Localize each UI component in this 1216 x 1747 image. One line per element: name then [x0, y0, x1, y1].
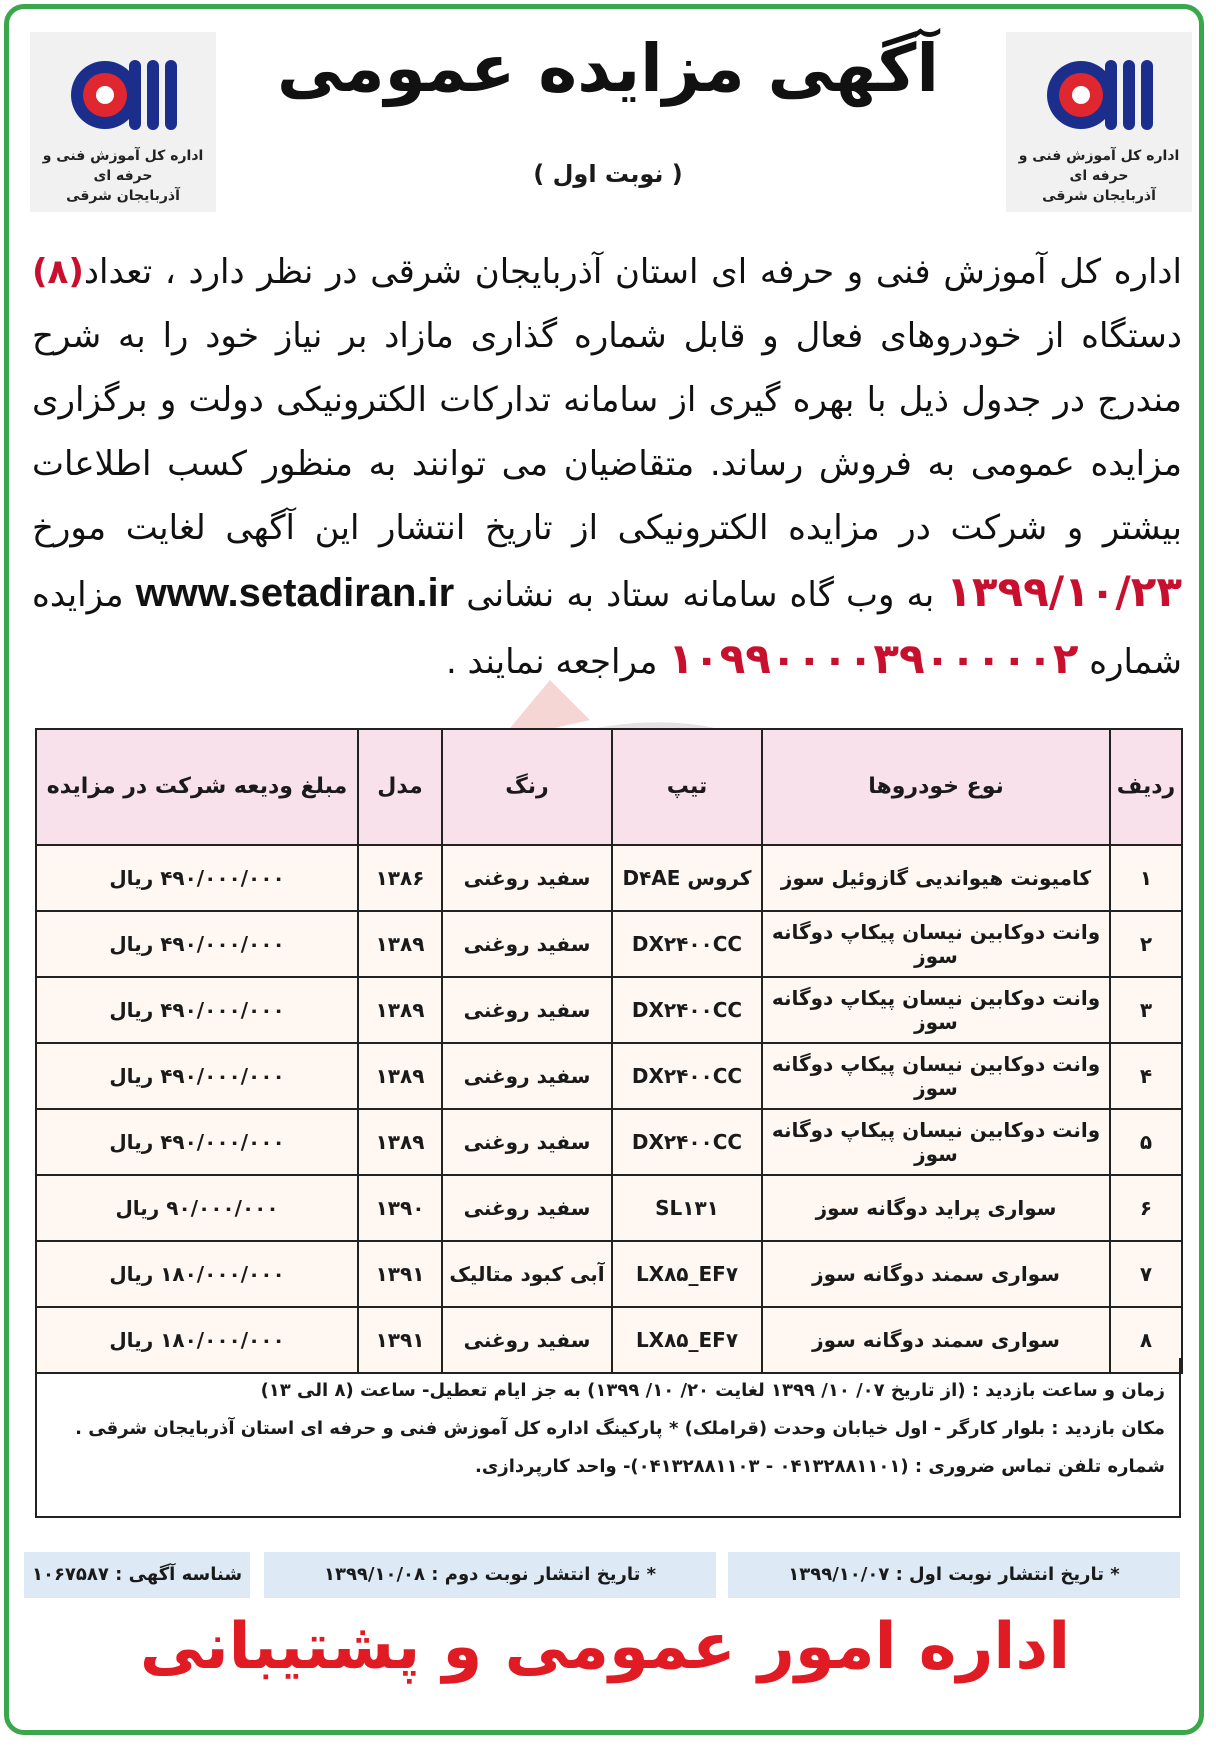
cell-deposit: ۴۹۰/۰۰۰/۰۰۰ ریال	[36, 845, 358, 911]
body-text-4: مزایده شماره	[32, 575, 1182, 682]
contact-phone: شماره تلفن تماس ضروری : (۰۴۱۳۲۸۸۱۱۰۱ - ۰۴۱۳۲۸۸۱۱۰۳)- واحد کارپردازی.	[475, 1456, 1165, 1477]
body-text-2: دستگاه از خودروهای فعال و قابل شماره گذاری مازاد بر نیاز خود را به شرح مندرج در جدول ذیل با بهره گیری از سامانه تدارکات الکترونیکی دولت و برگزاری مزایده عمومی به فروش رساند. متقاضیان می توانند به منظور کسب اطلاعات بیشتر و شرکت در مزایده الکترونیکی از تاریخ انتشار این آگهی لغایت مورخ	[32, 316, 1182, 548]
column-header-model: مدل	[358, 729, 442, 845]
second-publish-date: * تاریخ انتشار نوبت دوم : ۱۳۹۹/۱۰/۰۸	[264, 1552, 716, 1598]
tvto-logo-icon	[63, 50, 183, 140]
logo-caption-line1: اداره کل آموزش فنی و حرفه ای	[42, 148, 204, 184]
visit-place: مکان بازدید : بلوار کارگر - اول خیابان وحدت (قراملک) * پارکینگ اداره کل آموزش فنی و حرفه ای استان آذربایجان شرقی .	[75, 1418, 1165, 1439]
cell-color: سفید روغنی	[442, 1175, 612, 1241]
table-header-row	[36, 729, 1182, 845]
cell-row-number: ۲	[1110, 911, 1182, 977]
column-header-deposit: مبلغ ودیعه شرکت در مزایده	[36, 729, 358, 845]
tvto-logo-icon	[1039, 50, 1159, 140]
table-row	[36, 1109, 1182, 1175]
cell-model: ۱۳۹۱	[358, 1307, 442, 1373]
cell-row-number: ۳	[1110, 977, 1182, 1043]
cell-model: ۱۳۸۹	[358, 911, 442, 977]
cell-color: آبی کبود متالیک	[442, 1241, 612, 1307]
cell-type: DX۲۴۰۰CC	[612, 1043, 762, 1109]
cell-deposit: ۴۹۰/۰۰۰/۰۰۰ ریال	[36, 911, 358, 977]
visit-notes	[35, 1358, 1181, 1518]
announcement-body	[32, 240, 1182, 694]
column-header-color: رنگ	[442, 729, 612, 845]
table-row	[36, 1043, 1182, 1109]
cell-color: سفید روغنی	[442, 1307, 612, 1373]
column-header-row-number: ردیف	[1110, 729, 1182, 845]
cell-row-number: ۱	[1110, 845, 1182, 911]
cell-vehicle: وانت دوکابین نیسان پیکاپ دوگانه سوز	[762, 911, 1110, 977]
cell-color: سفید روغنی	[442, 911, 612, 977]
cell-color: سفید روغنی	[442, 1043, 612, 1109]
cell-vehicle: وانت دوکابین نیسان پیکاپ دوگانه سوز	[762, 1043, 1110, 1109]
cell-color: سفید روغنی	[442, 1109, 612, 1175]
cell-vehicle: وانت دوکابین نیسان پیکاپ دوگانه سوز	[762, 1109, 1110, 1175]
cell-row-number: ۶	[1110, 1175, 1182, 1241]
cell-model: ۱۳۸۹	[358, 1043, 442, 1109]
column-header-type: تیپ	[612, 729, 762, 845]
cell-model: ۱۳۹۱	[358, 1241, 442, 1307]
cell-color: سفید روغنی	[442, 845, 612, 911]
cell-deposit: ۴۹۰/۰۰۰/۰۰۰ ریال	[36, 977, 358, 1043]
cell-type: DX۲۴۰۰CC	[612, 1109, 762, 1175]
visit-time: زمان و ساعت بازدید : (از تاریخ ۰۷/ ۱۰/ ۱۳۹۹ لغایت ۲۰/ ۱۰/ ۱۳۹۹) به جز ایام تعطیل- ساعت (۸ الی ۱۳)	[260, 1380, 1165, 1401]
cell-deposit: ۴۹۰/۰۰۰/۰۰۰ ریال	[36, 1109, 358, 1175]
cell-type: کروس D۴AE	[612, 845, 762, 911]
cell-vehicle: سواری پراید دوگانه سوز	[762, 1175, 1110, 1241]
body-text-5: مراجعه نمایند .	[445, 642, 669, 682]
column-header-vehicle: نوع خودروها	[762, 729, 1110, 845]
table-row	[36, 1175, 1182, 1241]
cell-row-number: ۸	[1110, 1307, 1182, 1373]
cell-row-number: ۴	[1110, 1043, 1182, 1109]
cell-deposit: ۱۸۰/۰۰۰/۰۰۰ ریال	[36, 1241, 358, 1307]
auction-number: ۱۰۹۹۰۰۰۰۳۹۰۰۰۰۰۲	[668, 634, 1079, 683]
cell-vehicle: سواری سمند دوگانه سوز	[762, 1307, 1110, 1373]
cell-type: DX۲۴۰۰CC	[612, 911, 762, 977]
cell-model: ۱۳۸۹	[358, 1109, 442, 1175]
table-row	[36, 1241, 1182, 1307]
organization-logo-right	[1006, 32, 1192, 212]
ad-id: شناسه آگهی : ۱۰۶۷۵۸۷	[24, 1552, 250, 1598]
logo-caption-line2: آذربایجان شرقی	[66, 188, 180, 204]
department-name: اداره امور عمومی و پشتیبانی	[139, 1610, 1071, 1684]
deadline-date: ۱۳۹۹/۱۰/۲۳	[946, 567, 1182, 616]
page-title: آگهی مزایده عمومی	[276, 30, 940, 107]
cell-type: SL۱۳۱	[612, 1175, 762, 1241]
cell-deposit: ۴۹۰/۰۰۰/۰۰۰ ریال	[36, 1043, 358, 1109]
cell-row-number: ۷	[1110, 1241, 1182, 1307]
cell-type: DX۲۴۰۰CC	[612, 977, 762, 1043]
organization-logo-left	[30, 32, 216, 212]
body-text-3: به وب گاه سامانه ستاد به نشانی	[454, 575, 947, 615]
logo-caption-line2: آذربایجان شرقی	[1042, 188, 1156, 204]
cell-type: LX۸۵_EF۷	[612, 1307, 762, 1373]
cell-model: ۱۳۸۹	[358, 977, 442, 1043]
table-row	[36, 911, 1182, 977]
cell-row-number: ۵	[1110, 1109, 1182, 1175]
cell-type: LX۸۵_EF۷	[612, 1241, 762, 1307]
cell-deposit: ۱۸۰/۰۰۰/۰۰۰ ریال	[36, 1307, 358, 1373]
body-text-1: اداره کل آموزش فنی و حرفه ای استان آذربایجان شرقی در نظر دارد ، تعداد	[83, 252, 1182, 292]
vehicles-table	[35, 728, 1183, 1374]
logo-caption-line1: اداره کل آموزش فنی و حرفه ای	[1018, 148, 1180, 184]
cell-model: ۱۳۸۶	[358, 845, 442, 911]
cell-vehicle: کامیونت هیواندیی گازوئیل سوز	[762, 845, 1110, 911]
cell-color: سفید روغنی	[442, 977, 612, 1043]
table-row	[36, 977, 1182, 1043]
cell-vehicle: سواری سمند دوگانه سوز	[762, 1241, 1110, 1307]
vehicle-count: (۸)	[32, 252, 84, 292]
cell-vehicle: وانت دوکابین نیسان پیکاپ دوگانه سوز	[762, 977, 1110, 1043]
website-link[interactable]: www.setadiran.ir	[135, 571, 455, 615]
first-publish-date: * تاریخ انتشار نوبت اول : ۱۳۹۹/۱۰/۰۷	[728, 1552, 1180, 1598]
table-row	[36, 845, 1182, 911]
page-subtitle: ( نوبت اول )	[533, 160, 683, 188]
cell-model: ۱۳۹۰	[358, 1175, 442, 1241]
cell-deposit: ۹۰/۰۰۰/۰۰۰ ریال	[36, 1175, 358, 1241]
